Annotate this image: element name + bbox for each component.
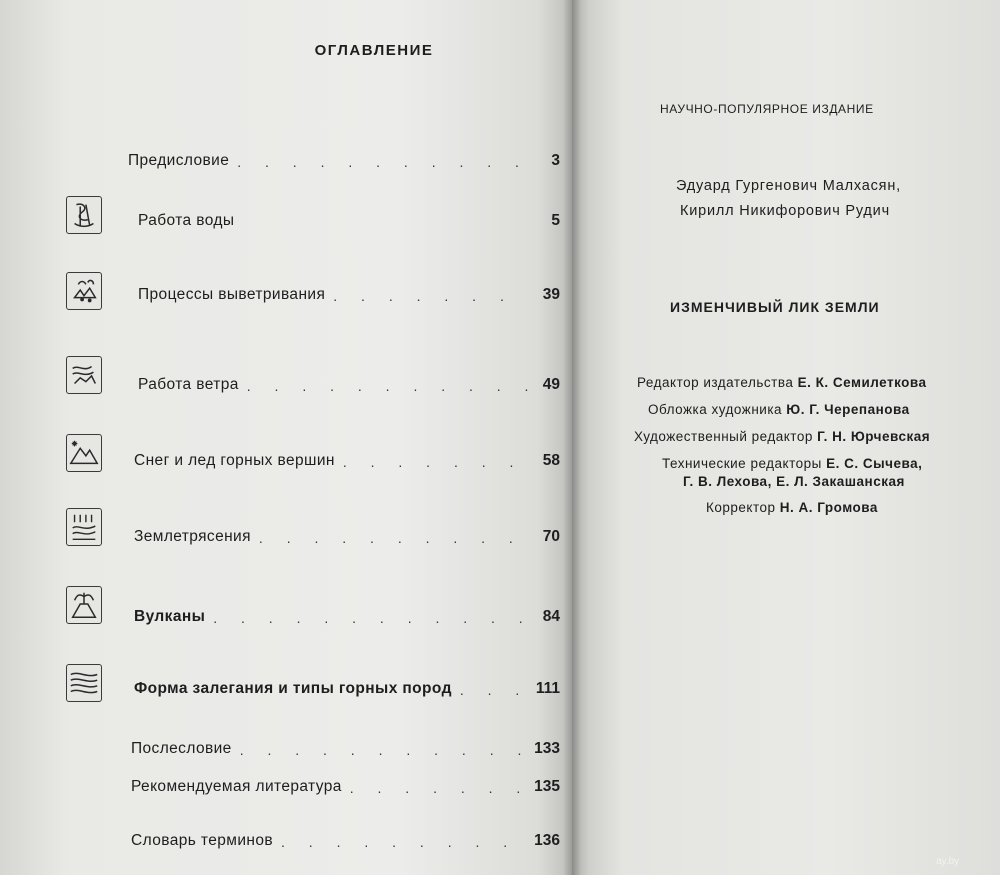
credit-name: Н. А. Громова — [779, 500, 878, 515]
toc-entry-page: 39 — [542, 286, 560, 303]
toc-entry-label: Рекомендуемая литература — [131, 778, 342, 795]
toc-entry[interactable] — [134, 602, 560, 626]
credit-name: Г. Н. Юрчевская — [817, 429, 931, 444]
toc-entry[interactable] — [131, 826, 560, 850]
toc-entry[interactable] — [138, 370, 560, 394]
credit-name: Е. С. Сычева, — [826, 456, 923, 471]
toc-entry-page: 111 — [535, 680, 560, 697]
credit-line — [662, 456, 922, 471]
credit-role: Обложка художника — [648, 402, 783, 417]
credit-line — [706, 500, 878, 515]
toc-entry-label: Снег и лед горных вершин — [134, 452, 335, 469]
dot-leader — [213, 610, 528, 626]
credit-role: Технические редакторы — [662, 456, 822, 471]
toc-entry-label: Послесловие — [131, 740, 232, 757]
volcano-icon — [66, 586, 102, 624]
credit-name: Г. В. Лехова, Е. Л. Закашанская — [683, 474, 905, 489]
snow-mountain-icon — [66, 434, 102, 472]
toc-entry[interactable] — [128, 146, 560, 170]
toc-entry[interactable] — [138, 206, 560, 230]
toc-entry-label: Словарь терминов — [131, 832, 274, 849]
credit-role: Корректор — [706, 500, 776, 515]
dot-leader — [343, 454, 528, 470]
toc-entry[interactable] — [134, 522, 560, 546]
credit-line — [683, 474, 905, 489]
toc-entry-label: Землетрясения — [134, 528, 251, 545]
book-title: ИЗМЕНЧИВЫЙ ЛИК ЗЕМЛИ — [670, 299, 880, 315]
toc-entry-label: Форма залегания и типы горных пород — [134, 680, 452, 697]
site-watermark: ay.by — [936, 856, 960, 867]
wind-work-icon — [66, 356, 102, 394]
book-gutter — [563, 0, 581, 875]
toc-entry-page: 49 — [542, 376, 560, 393]
toc-entry[interactable] — [131, 772, 560, 796]
author-name: Кирилл Никифорович Рудич — [680, 203, 890, 219]
credit-role: Художественный редактор — [634, 429, 813, 444]
toc-entry[interactable] — [138, 280, 560, 304]
toc-entry[interactable] — [134, 446, 560, 470]
contents-heading: ОГЛАВЛЕНИЕ — [314, 42, 434, 59]
dot-leader — [350, 780, 526, 796]
author-name: Эдуард Гургенович Малхасян, — [676, 178, 901, 194]
dot-leader — [259, 530, 528, 546]
dot-leader — [333, 288, 528, 304]
toc-entry-page: 133 — [534, 740, 560, 757]
toc-entry-page: 84 — [542, 608, 560, 625]
dot-leader — [247, 378, 528, 394]
weathering-icon — [66, 272, 102, 310]
credit-line — [648, 402, 910, 417]
rock-layers-icon — [66, 664, 102, 702]
credit-name: Ю. Г. Черепанова — [786, 402, 910, 417]
credit-name: Е. К. Семилеткова — [797, 375, 927, 390]
toc-entry-label: Процессы выветривания — [138, 286, 326, 303]
credit-role: Редактор издательства — [637, 375, 794, 390]
toc-entry-page: 58 — [542, 452, 560, 469]
publication-genre: НАУЧНО-ПОПУЛЯРНОЕ ИЗДАНИЕ — [660, 102, 874, 116]
toc-entry-label: Работа воды — [138, 212, 235, 229]
dot-leader — [281, 834, 526, 850]
earthquake-icon — [66, 508, 102, 546]
toc-entry-page: 5 — [551, 212, 560, 229]
dot-leader — [460, 682, 528, 698]
credit-line — [634, 429, 930, 444]
toc-entry-page: 70 — [542, 528, 560, 545]
toc-entry-label: Вулканы — [134, 608, 206, 625]
toc-entry-page: 3 — [551, 152, 560, 169]
toc-entry[interactable] — [134, 674, 560, 698]
toc-entry[interactable] — [131, 734, 560, 758]
toc-entry-label: Предисловие — [128, 152, 230, 169]
toc-entry-page: 136 — [534, 832, 560, 849]
toc-entry-label: Работа ветра — [138, 376, 239, 393]
toc-entry-page: 135 — [534, 778, 560, 795]
water-work-icon — [66, 196, 102, 234]
dot-leader — [237, 154, 528, 170]
dot-leader — [240, 742, 526, 758]
credit-line — [637, 375, 927, 390]
